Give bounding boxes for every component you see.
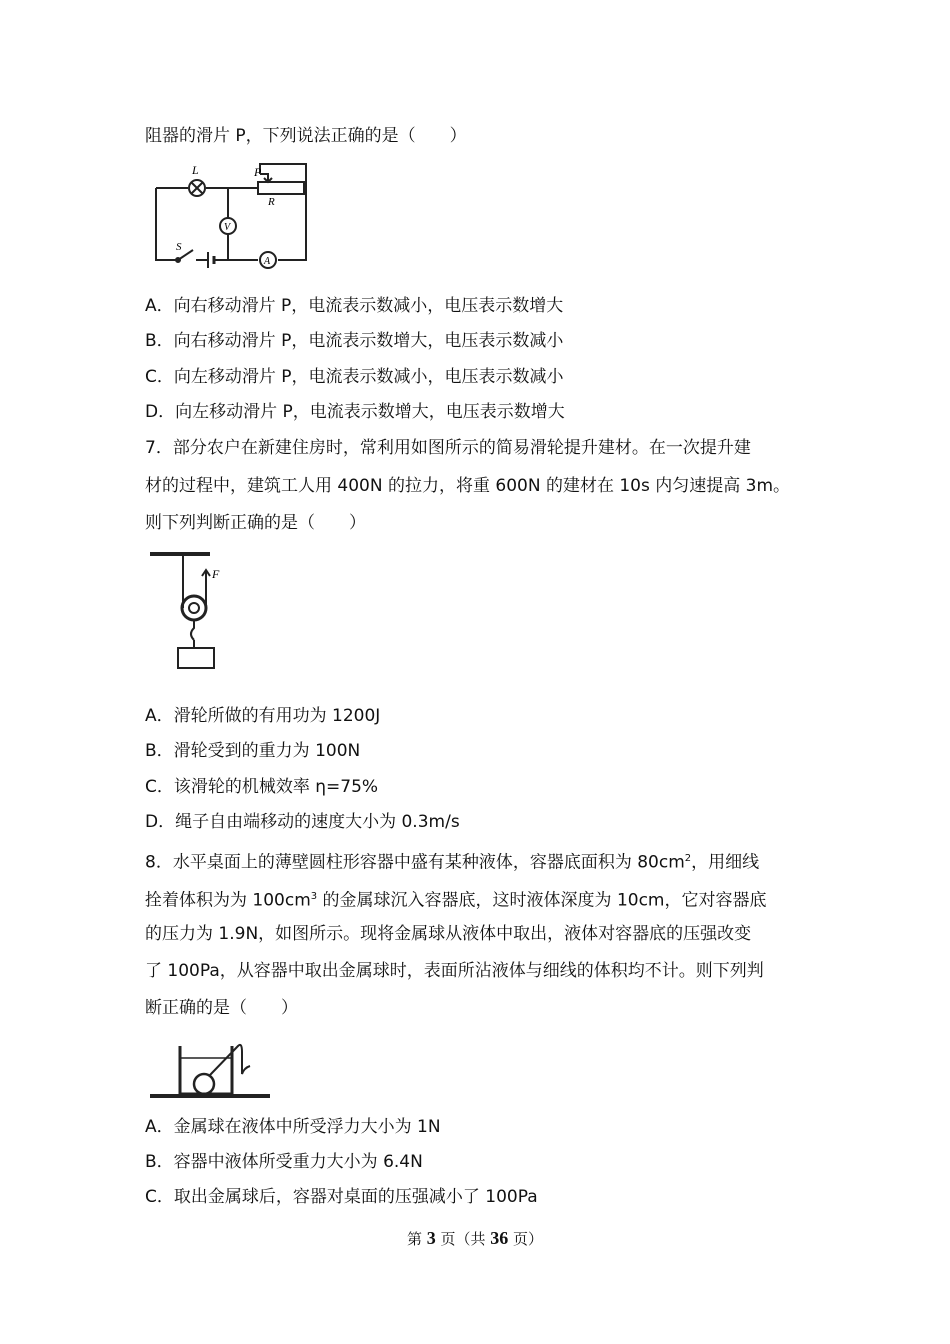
q8-stem-line-5: 断正确的是（ ） xyxy=(145,998,298,1018)
q8-line1-text-b: ，用细线 xyxy=(691,852,760,873)
force-label: F xyxy=(212,567,220,581)
resistor-label: R xyxy=(268,196,275,208)
q7-stem-line-3: 则下列判断正确的是（ ） xyxy=(145,513,366,533)
q7-option-b: B．滑轮受到的重力为 100N xyxy=(145,741,361,761)
slider-label: P xyxy=(254,165,262,179)
q8-stem-line-2 xyxy=(145,886,767,912)
footer-middle: 页（共 xyxy=(435,1230,491,1248)
q8-stem-line-4: 了 100Pa，从容器中取出金属球时，表面所沾液体与细线的体积均不计。则下列判 xyxy=(145,961,764,981)
q8-line2-text-b: 的金属球沉入容器底，这时液体深度为 10cm，它对容器底 xyxy=(317,890,767,911)
q8-stem-line-1 xyxy=(145,848,759,874)
page-footer xyxy=(0,1228,950,1249)
q8-container-diagram xyxy=(148,1038,273,1102)
q7-option-c: C．该滑轮的机械效率 η=75% xyxy=(145,777,379,797)
q7-option-d: D．绳子自由端移动的速度大小为 0.3m/s xyxy=(145,812,460,832)
q8-line1-superscript: 2 xyxy=(684,853,692,864)
q8-line2-superscript: 3 xyxy=(310,891,318,902)
q8-option-c: C．取出金属球后，容器对桌面的压强减小了 100Pa xyxy=(145,1187,538,1207)
voltmeter-label: V xyxy=(224,222,231,233)
q7-option-a: A．滑轮所做的有用功为 1200J xyxy=(145,706,381,726)
q6-circuit-diagram xyxy=(148,160,313,272)
q6-option-c: C．向左移动滑片 P，电流表示数减小，电压表示数减小 xyxy=(145,367,564,387)
q7-stem-line-2: 材的过程中，建筑工人用 400N 的拉力，将重 600N 的建材在 10s 内匀速提高 3m。 xyxy=(145,476,791,496)
lamp-label: L xyxy=(192,163,199,177)
ammeter-label: A xyxy=(264,256,271,267)
q8-stem-line-3: 的压力为 1.9N，如图所示。现将金属球从液体中取出，液体对容器底的压强改变 xyxy=(145,924,752,944)
footer-prefix: 第 xyxy=(406,1230,427,1248)
q6-option-a: A．向右移动滑片 P，电流表示数减小，电压表示数增大 xyxy=(145,296,564,316)
switch-label: S xyxy=(176,241,182,253)
footer-page-number: 3 xyxy=(426,1228,436,1248)
q6-option-d: D．向左移动滑片 P，电流表示数增大，电压表示数增大 xyxy=(145,402,565,422)
footer-total-pages: 36 xyxy=(490,1228,509,1248)
footer-suffix: 页） xyxy=(508,1230,544,1248)
q6-option-b: B．向右移动滑片 P，电流表示数增大，电压表示数减小 xyxy=(145,331,564,351)
q6-stem-tail: 阻器的滑片 P，下列说法正确的是（ ） xyxy=(145,126,467,146)
q7-stem-line-1: 7．部分农户在新建住房时，常利用如图所示的简易滑轮提升建材。在一次提升建 xyxy=(145,438,751,458)
q8-option-b: B．容器中液体所受重力大小为 6.4N xyxy=(145,1152,423,1172)
q8-line1-text-a: 8．水平桌面上的薄壁圆柱形容器中盛有某种液体，容器底面积为 80cm xyxy=(145,852,685,873)
q8-option-a: A．金属球在液体中所受浮力大小为 1N xyxy=(145,1117,441,1137)
q8-line2-text-a: 拴着体积为为 100cm xyxy=(145,890,311,911)
q7-pulley-diagram xyxy=(148,548,228,673)
